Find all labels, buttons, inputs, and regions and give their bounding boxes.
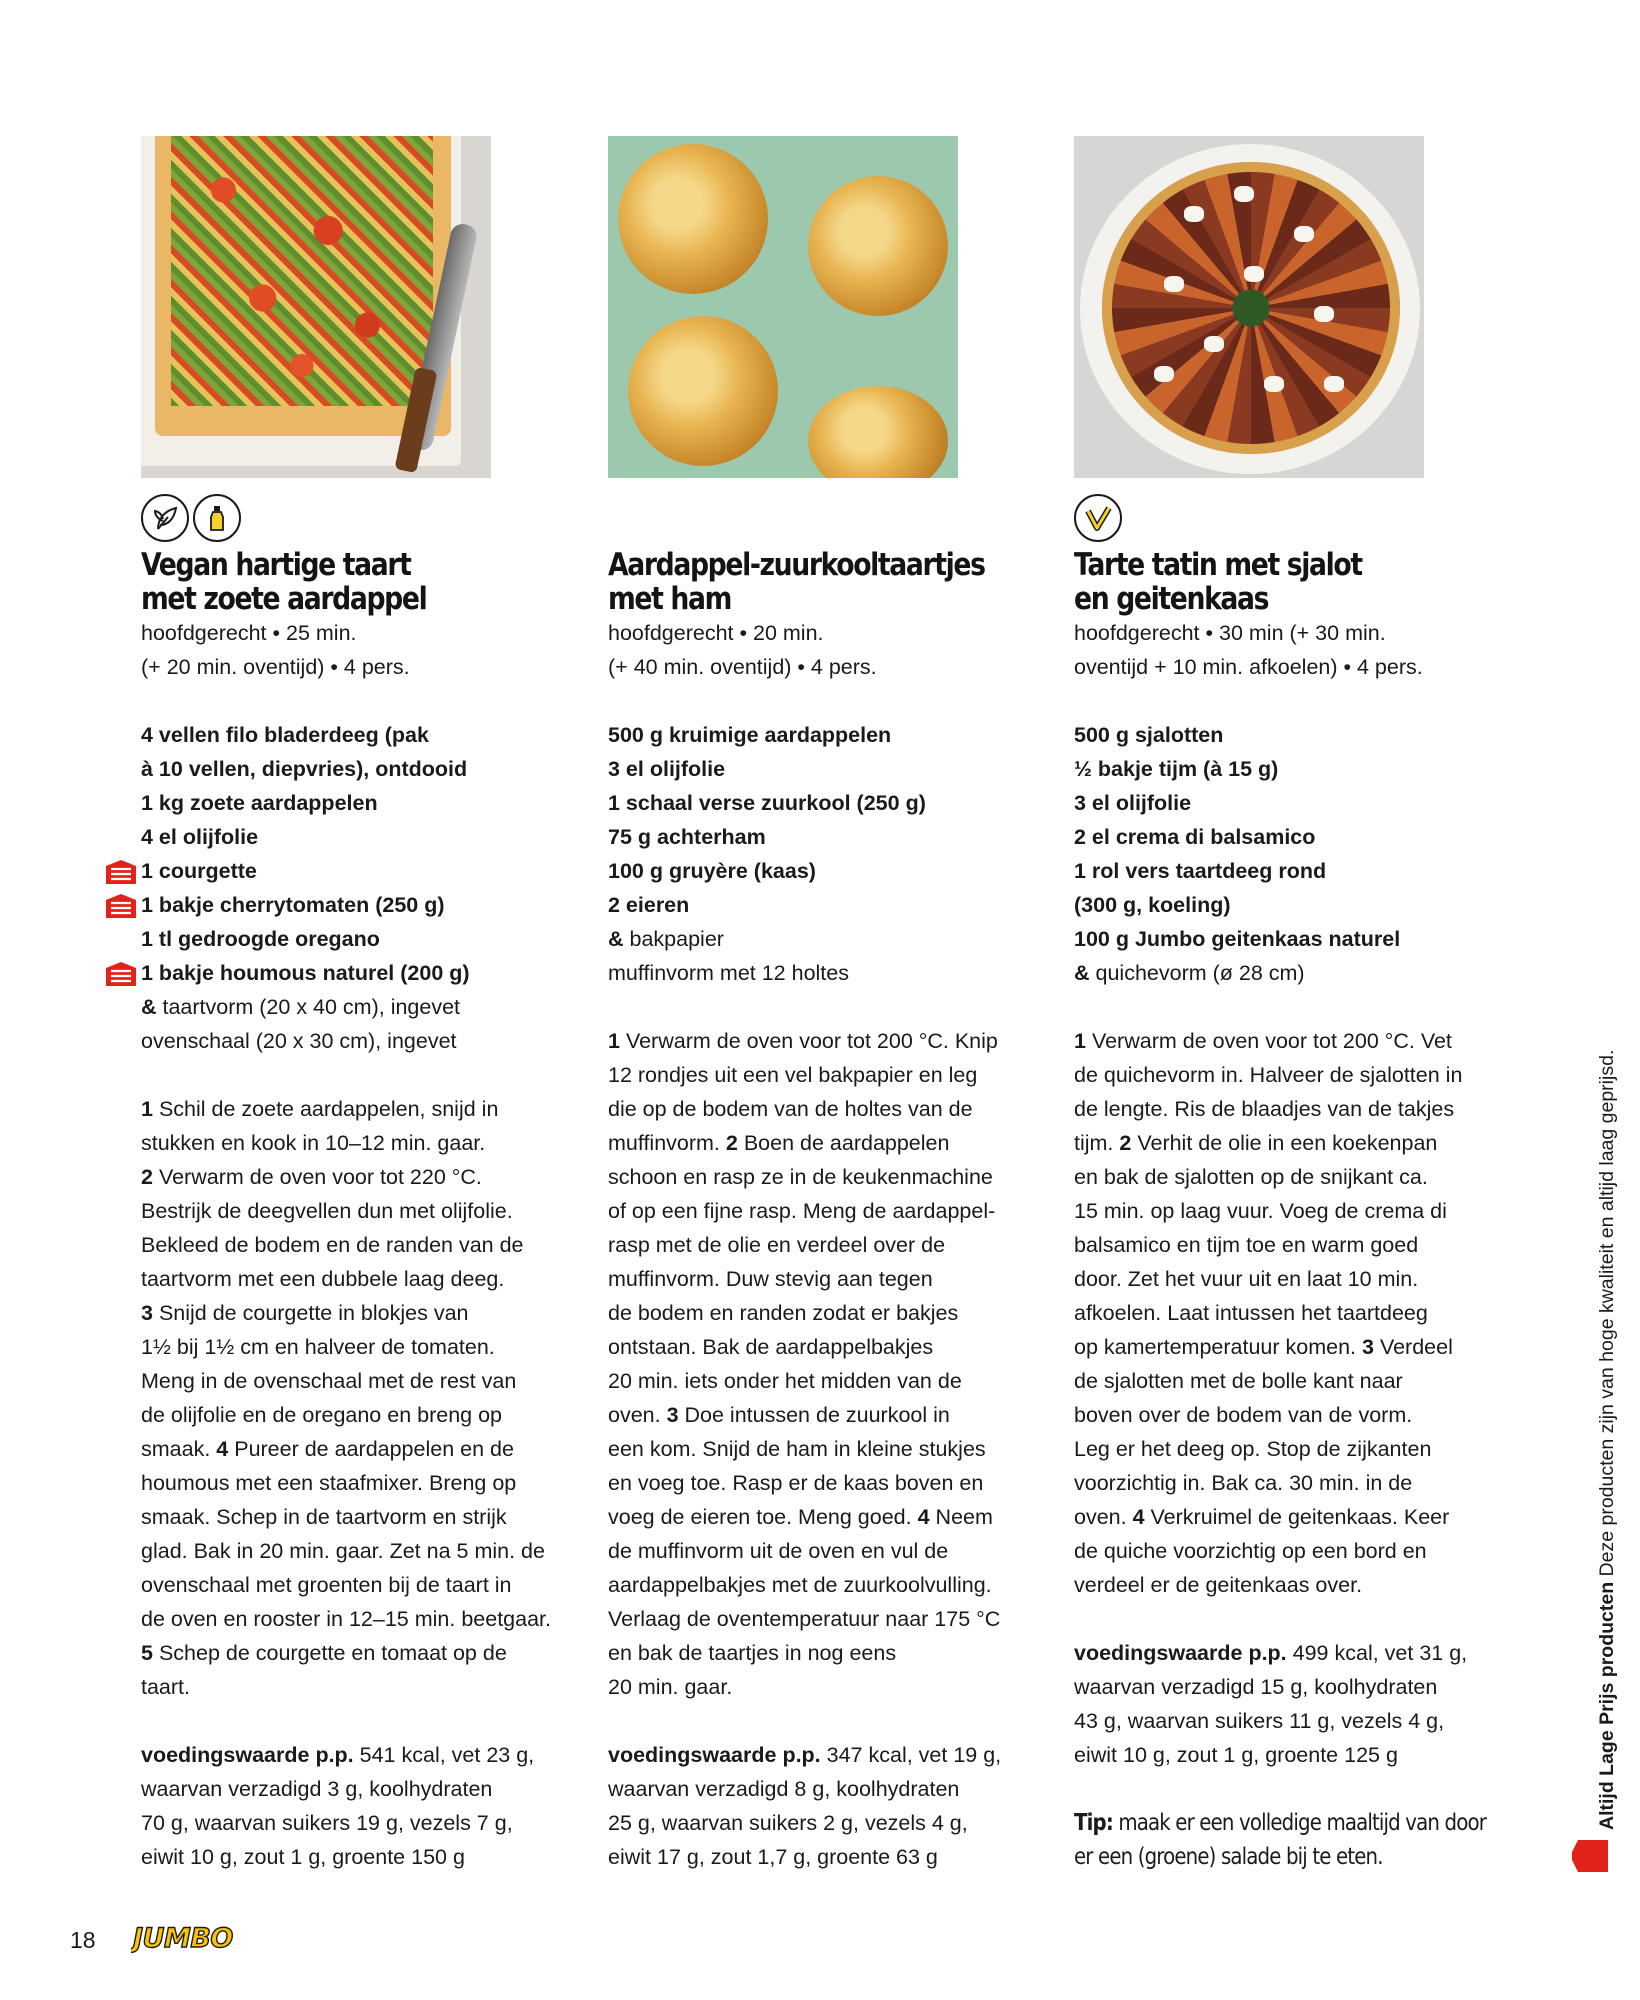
step-line: houmous met een staafmixer. Breng op bbox=[141, 1471, 517, 1495]
step-line: voeg de eieren toe. Meng goed. 4 Neem bbox=[608, 1505, 993, 1529]
ingredient-item: 1 rol vers taartdeeg rond bbox=[1074, 859, 1327, 883]
diet-icons bbox=[141, 490, 586, 546]
step-line: verdeel er de geitenkaas over. bbox=[1074, 1573, 1363, 1597]
recipe-title: Aardappel-zuurkooltaartjes met ham bbox=[608, 547, 985, 617]
ingredient-item: 3 el olijfolie bbox=[608, 757, 726, 781]
step-line: 3 Snijd de courgette in blokjes van bbox=[141, 1301, 469, 1325]
ingredient-list bbox=[1074, 718, 1519, 990]
preparation-steps bbox=[141, 1092, 586, 1704]
nutrition-line: waarvan verzadigd 8 g, koolhydraten bbox=[608, 1777, 960, 1801]
step-line: Meng in de ovenschaal met de rest van bbox=[141, 1369, 517, 1393]
step-line: voorzichtig in. Bak ca. 30 min. in de bbox=[1074, 1471, 1413, 1495]
step-line: smaak. Schep in de taartvorm en strijk bbox=[141, 1505, 507, 1529]
ingredient-item: (300 g, koeling) bbox=[1074, 893, 1231, 917]
step-line: oven. 3 Doe intussen de zuurkool in bbox=[608, 1403, 950, 1427]
ingredient-item: 2 el crema di balsamico bbox=[1074, 825, 1316, 849]
recipe-title: Vegan hartige taart met zoete aardappel bbox=[141, 547, 427, 617]
vegan-leaf-icon bbox=[141, 494, 189, 542]
ingredient-item: ½ bakje tijm (à 15 g) bbox=[1074, 757, 1279, 781]
altijd-lage-prijs-icon bbox=[105, 893, 137, 919]
step-line: schoon en rasp ze in de keukenmachine bbox=[608, 1165, 993, 1189]
ingredient-item: 4 vellen filo bladerdeeg (pak bbox=[141, 723, 429, 747]
ingredient-item: 3 el olijfolie bbox=[1074, 791, 1192, 815]
nutrition-info bbox=[1074, 1636, 1519, 1772]
step-line: afkoelen. Laat intussen het taartdeeg bbox=[1074, 1301, 1428, 1325]
step-line: Leg er het deeg op. Stop de zijkanten bbox=[1074, 1437, 1432, 1461]
altijd-lage-prijs-icon bbox=[105, 859, 137, 885]
step-line: rasp met de olie en verdeel over de bbox=[608, 1233, 946, 1257]
step-line: taart. bbox=[141, 1675, 190, 1699]
step-line: 20 min. iets onder het midden van de bbox=[608, 1369, 962, 1393]
step-line: 1 Verwarm de oven voor tot 200 °C. Vet bbox=[1074, 1029, 1452, 1053]
step-line: aardappelbakjes met de zuurkoolvulling. bbox=[608, 1573, 992, 1597]
ingredient-item: 75 g achterham bbox=[608, 825, 766, 849]
step-line: de bodem en randen zodat er bakjes bbox=[608, 1301, 959, 1325]
nutrition-line: waarvan verzadigd 15 g, koolhydraten bbox=[1074, 1675, 1438, 1699]
step-line: of op een fijne rasp. Meng de aardappel- bbox=[608, 1199, 996, 1223]
step-line: de olijfolie en de oregano en breng op bbox=[141, 1403, 503, 1427]
recipe-title: Tarte tatin met sjalot en geitenkaas bbox=[1074, 547, 1362, 617]
ingredient-item: 1 bakje cherrytomaten (250 g) bbox=[141, 888, 586, 922]
recipe-photo-potato-tarts bbox=[608, 136, 958, 478]
recipe-meta: hoofdgerecht • 30 min (+ 30 min. oventijd + 10 min. afkoelen) • 4 pers. bbox=[1074, 621, 1423, 679]
step-line: muffinvorm. Duw stevig aan tegen bbox=[608, 1267, 933, 1291]
oil-bottle-icon bbox=[193, 494, 241, 542]
step-line: Bekleed de bodem en de randen van de bbox=[141, 1233, 524, 1257]
ingredient-item: 100 g gruyère (kaas) bbox=[608, 859, 816, 883]
recipe-meta: hoofdgerecht • 20 min. (+ 40 min. oventijd) • 4 pers. bbox=[608, 621, 877, 679]
step-line: en voeg toe. Rasp er de kaas boven en bbox=[608, 1471, 984, 1495]
step-line: 20 min. gaar. bbox=[608, 1675, 733, 1699]
nutrition-line: waarvan verzadigd 3 g, koolhydraten bbox=[141, 1777, 493, 1801]
ingredient-item: & taartvorm (20 x 40 cm), ingevet bbox=[141, 995, 461, 1019]
preparation-steps bbox=[1074, 1024, 1519, 1602]
recipe-tarte-tatin bbox=[1074, 136, 1519, 1874]
step-line: 5 Schep de courgette en tomaat op de bbox=[141, 1641, 507, 1665]
ingredient-item: muffinvorm met 12 holtes bbox=[608, 961, 849, 985]
ingredient-item: 1 schaal verse zuurkool (250 g) bbox=[608, 791, 926, 815]
recipe-photo-tarte-tatin bbox=[1074, 136, 1424, 478]
step-line: een kom. Snijd de ham in kleine stukjes bbox=[608, 1437, 986, 1461]
ingredient-item: 500 g sjalotten bbox=[1074, 723, 1224, 747]
nutrition-info bbox=[141, 1738, 586, 1874]
step-line: door. Zet het vuur uit en laat 10 min. bbox=[1074, 1267, 1419, 1291]
nutrition-line: voedingswaarde p.p. 347 kcal, vet 19 g, bbox=[608, 1743, 1002, 1767]
nutrition-line: 43 g, waarvan suikers 11 g, vezels 4 g, bbox=[1074, 1709, 1445, 1733]
nutrition-info bbox=[608, 1738, 1053, 1874]
recipe-potato-sauerkraut-tarts bbox=[608, 136, 1053, 1874]
page-number: 18 bbox=[70, 1927, 96, 1953]
step-line: balsamico en tijm toe en warm goed bbox=[1074, 1233, 1419, 1257]
jumbo-logo bbox=[131, 1920, 241, 1954]
step-line: ovenschaal met groenten bij de taart in bbox=[141, 1573, 512, 1597]
ingredient-item: 500 g kruimige aardappelen bbox=[608, 723, 892, 747]
step-line: de quichevorm in. Halveer de sjalotten in bbox=[1074, 1063, 1463, 1087]
altijd-lage-prijs-icon bbox=[105, 961, 137, 987]
step-line: boven over de bodem van de vorm. bbox=[1074, 1403, 1413, 1427]
nutrition-line: eiwit 10 g, zout 1 g, groente 125 g bbox=[1074, 1743, 1398, 1767]
ingredient-list bbox=[608, 718, 1053, 990]
preparation-steps bbox=[608, 1024, 1053, 1704]
ingredient-item: & quichevorm (ø 28 cm) bbox=[1074, 961, 1305, 985]
altijd-lage-prijs-badge-icon bbox=[1572, 1834, 1608, 1878]
step-line: de muffinvorm uit de oven en vul de bbox=[608, 1539, 949, 1563]
step-line: de sjalotten met de bolle kant naar bbox=[1074, 1369, 1403, 1393]
svg-text:JUMBO: JUMBO bbox=[133, 1923, 233, 1954]
step-line: stukken en kook in 10–12 min. gaar. bbox=[141, 1131, 486, 1155]
recipe-tip: Tip: maak er een volledige maaltijd van door er een (groene) salade bij te eten. bbox=[1074, 1810, 1486, 1870]
step-line: oven. 4 Verkruimel de geitenkaas. Keer bbox=[1074, 1505, 1450, 1529]
recipe-photo-vegan-tart bbox=[141, 136, 491, 478]
ingredient-list bbox=[141, 718, 586, 1058]
ingredient-item: 1 kg zoete aardappelen bbox=[141, 791, 378, 815]
step-line: de lengte. Ris de blaadjes van de takjes bbox=[1074, 1097, 1455, 1121]
side-note: Altijd Lage Prijs producten Deze producten zijn van hoge kwaliteit en altijd laag geprijsd. bbox=[1596, 1049, 1618, 1830]
step-line: 12 rondjes uit een vel bakpapier en leg bbox=[608, 1063, 978, 1087]
ingredient-item: à 10 vellen, diepvries), ontdooid bbox=[141, 757, 468, 781]
recipe-vegan-tart bbox=[141, 136, 586, 1874]
diet-icons bbox=[1074, 490, 1519, 546]
ingredient-item: 2 eieren bbox=[608, 893, 690, 917]
step-line: tijm. 2 Verhit de olie in een koekenpan bbox=[1074, 1131, 1438, 1155]
step-line: die op de bodem van de holtes van de bbox=[608, 1097, 973, 1121]
ingredient-item: ovenschaal (20 x 30 cm), ingevet bbox=[141, 1029, 457, 1053]
ingredient-item: 1 bakje houmous naturel (200 g) bbox=[141, 956, 586, 990]
step-line: op kamertemperatuur komen. 3 Verdeel bbox=[1074, 1335, 1453, 1359]
step-line: 1 Verwarm de oven voor tot 200 °C. Knip bbox=[608, 1029, 998, 1053]
step-line: 1½ bij 1½ cm en halveer de tomaten. bbox=[141, 1335, 495, 1359]
step-line: 15 min. op laag vuur. Voeg de crema di bbox=[1074, 1199, 1447, 1223]
recipe-meta: hoofdgerecht • 25 min. (+ 20 min. oventijd) • 4 pers. bbox=[141, 621, 410, 679]
step-line: glad. Bak in 20 min. gaar. Zet na 5 min. de bbox=[141, 1539, 545, 1563]
nutrition-line: voedingswaarde p.p. 499 kcal, vet 31 g, bbox=[1074, 1641, 1468, 1665]
vegetarian-check-icon bbox=[1074, 494, 1122, 542]
ingredient-item: 1 courgette bbox=[141, 854, 586, 888]
ingredient-item: 1 tl gedroogde oregano bbox=[141, 927, 380, 951]
nutrition-line: eiwit 17 g, zout 1,7 g, groente 63 g bbox=[608, 1845, 938, 1869]
ingredient-item: 100 g Jumbo geitenkaas naturel bbox=[1074, 927, 1401, 951]
nutrition-line: 25 g, waarvan suikers 2 g, vezels 4 g, bbox=[608, 1811, 968, 1835]
ingredient-item: 4 el olijfolie bbox=[141, 825, 259, 849]
diet-icons bbox=[608, 490, 1053, 546]
step-line: Verlaag de oventemperatuur naar 175 °C bbox=[608, 1607, 1001, 1631]
step-line: 1 Schil de zoete aardappelen, snijd in bbox=[141, 1097, 499, 1121]
nutrition-line: voedingswaarde p.p. 541 kcal, vet 23 g, bbox=[141, 1743, 535, 1767]
nutrition-line: eiwit 10 g, zout 1 g, groente 150 g bbox=[141, 1845, 465, 1869]
step-line: en bak de taartjes in nog eens bbox=[608, 1641, 897, 1665]
nutrition-line: 70 g, waarvan suikers 19 g, vezels 7 g, bbox=[141, 1811, 513, 1835]
step-line: de oven en rooster in 12–15 min. beetgaar. bbox=[141, 1607, 551, 1631]
step-line: Bestrijk de deegvellen dun met olijfolie. bbox=[141, 1199, 513, 1223]
step-line: smaak. 4 Pureer de aardappelen en de bbox=[141, 1437, 514, 1461]
step-line: 2 Verwarm de oven voor tot 220 °C. bbox=[141, 1165, 482, 1189]
step-line: de quiche voorzichtig op een bord en bbox=[1074, 1539, 1427, 1563]
ingredient-item: & bakpapier bbox=[608, 927, 724, 951]
step-line: ontstaan. Bak de aardappelbakjes bbox=[608, 1335, 934, 1359]
step-line: taartvorm met een dubbele laag deeg. bbox=[141, 1267, 505, 1291]
step-line: muffinvorm. 2 Boen de aardappelen bbox=[608, 1131, 950, 1155]
step-line: en bak de sjalotten op de snijkant ca. bbox=[1074, 1165, 1428, 1189]
